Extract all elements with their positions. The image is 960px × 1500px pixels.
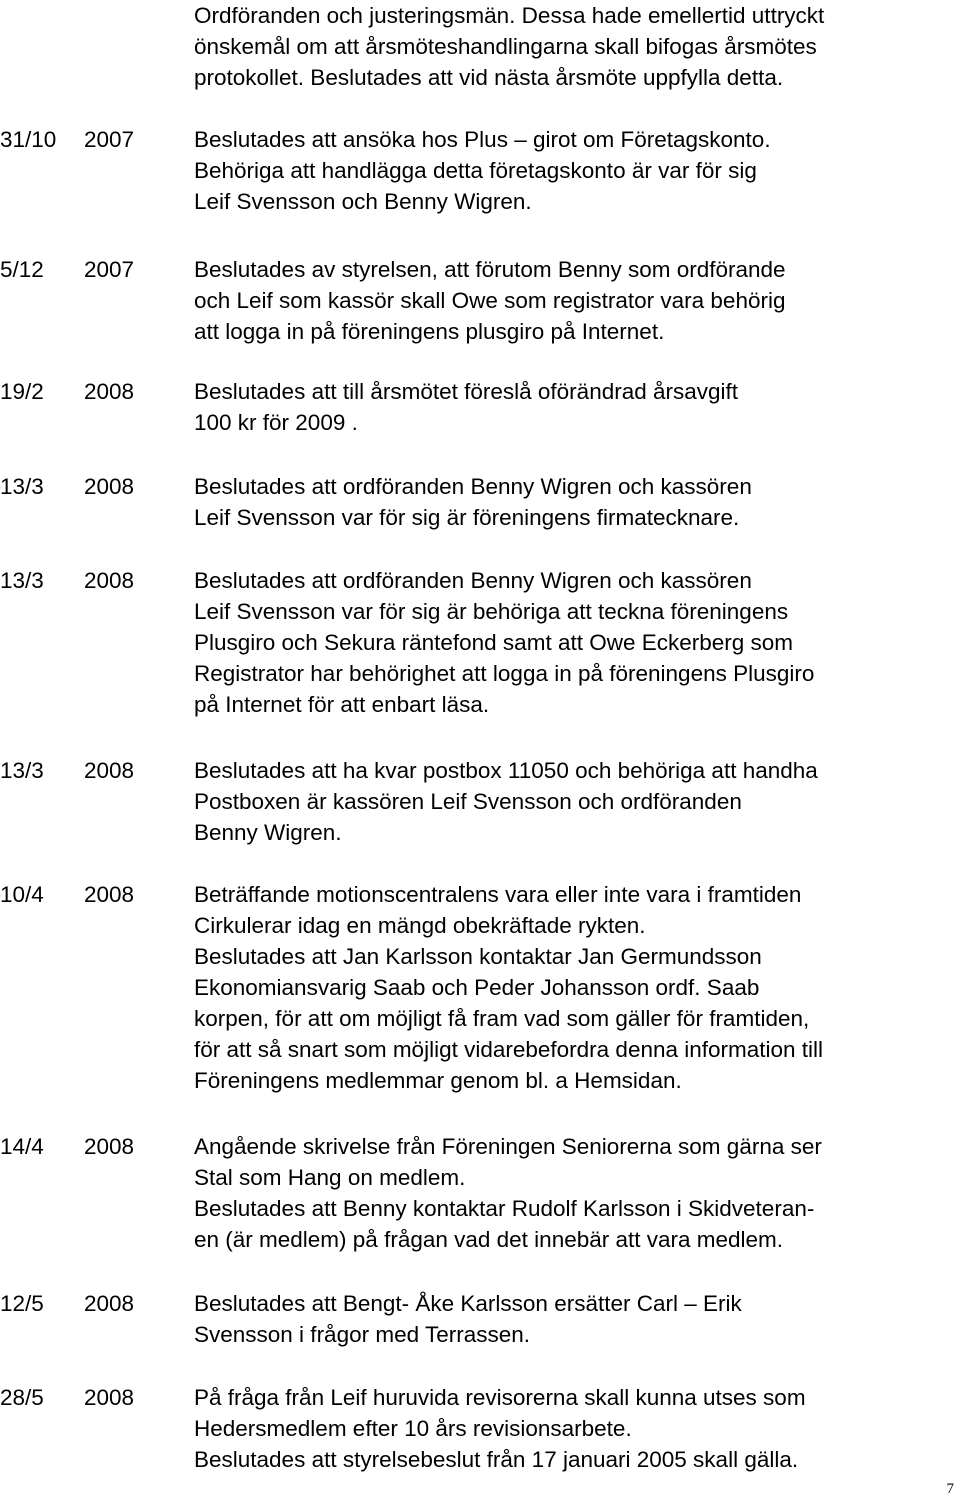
entry-date <box>0 124 190 155</box>
entry-day: 13/3 <box>0 474 44 499</box>
text-line: Beslutades att ha kvar postbox 11050 och behöriga att handha <box>194 758 818 783</box>
page-number: 7 <box>946 1481 954 1497</box>
text-line: Svensson i frågor med Terrassen. <box>194 1322 530 1347</box>
entry-text <box>194 471 954 533</box>
entry-year: 2008 <box>84 882 135 907</box>
text-line: Angående skrivelse från Föreningen Seniorerna som gärna ser <box>194 1134 822 1159</box>
entry-text <box>194 755 954 848</box>
text-line: Leif Svensson var för sig är föreningens firmatecknare. <box>194 505 740 530</box>
text-line: Plusgiro och Sekura räntefond samt att Owe Eckerberg som <box>194 630 794 655</box>
entry-day: 5/12 <box>0 257 44 282</box>
entry-day: 13/3 <box>0 568 44 593</box>
text-line: Beträffande motionscentralens vara eller inte vara i framtiden <box>194 882 802 907</box>
entry-date <box>0 1131 190 1162</box>
text-line: Beslutades att Bengt- Åke Karlsson ersätter Carl – Erik <box>194 1291 742 1316</box>
entry-text <box>194 254 954 347</box>
entry-year: 2008 <box>84 568 135 593</box>
entry-year: 2008 <box>84 1385 135 1410</box>
text-line: Behöriga att handlägga detta företagskonto är var för sig <box>194 158 757 183</box>
text-line: för att så snart som möjligt vidarebefordra denna information till <box>194 1037 824 1062</box>
text-line: en (är medlem) på frågan vad det innebär att vara medlem. <box>194 1227 784 1252</box>
text-line: Leif Svensson och Benny Wigren. <box>194 189 532 214</box>
text-line: Beslutades att ordföranden Benny Wigren och kassören <box>194 568 752 593</box>
entry-date <box>0 565 190 596</box>
entry-date <box>0 1382 190 1413</box>
text-line: Postboxen är kassören Leif Svensson och ordföranden <box>194 789 742 814</box>
entry-date <box>0 879 190 910</box>
entry-day: 14/4 <box>0 1134 44 1159</box>
text-line: Beslutades att ansöka hos Plus – girot om Företagskonto. <box>194 127 771 152</box>
text-line: Ordföranden och justeringsmän. Dessa hade emellertid uttryckt <box>194 3 825 28</box>
entry-day: 19/2 <box>0 379 44 404</box>
text-line: korpen, för att om möjligt få fram vad som gäller för framtiden, <box>194 1006 810 1031</box>
entry-day: 13/3 <box>0 758 44 783</box>
text-line: Beslutades att Jan Karlsson kontaktar Jan Germundsson <box>194 944 762 969</box>
entry-text <box>194 1288 954 1350</box>
entry-text <box>194 376 954 438</box>
text-line: Ekonomiansvarig Saab och Peder Johansson ordf. Saab <box>194 975 760 1000</box>
text-line: Benny Wigren. <box>194 820 342 845</box>
entry-day: 28/5 <box>0 1385 44 1410</box>
text-line: Cirkulerar idag en mängd obekräftade rykten. <box>194 913 646 938</box>
entry-year: 2007 <box>84 127 135 152</box>
entry-year: 2008 <box>84 1134 135 1159</box>
text-line: Leif Svensson var för sig är behöriga att teckna föreningens <box>194 599 789 624</box>
text-line: Hedersmedlem efter 10 års revisionsarbete. <box>194 1416 632 1441</box>
text-line: Beslutades att Benny kontaktar Rudolf Karlsson i Skidveteran- <box>194 1196 815 1221</box>
text-line: protokollet. Beslutades att vid nästa årsmöte uppfylla detta. <box>194 65 784 90</box>
entry-text <box>194 124 954 217</box>
entry-day: 12/5 <box>0 1291 44 1316</box>
text-line: På fråga från Leif huruvida revisorerna skall kunna utses som <box>194 1385 806 1410</box>
entry-date <box>0 755 190 786</box>
text-line: Föreningens medlemmar genom bl. a Hemsidan. <box>194 1068 682 1093</box>
text-line: Beslutades att ordföranden Benny Wigren och kassören <box>194 474 752 499</box>
text-line: Beslutades att styrelsebeslut från 17 januari 2005 skall gälla. <box>194 1447 799 1472</box>
entry-date <box>0 1288 190 1319</box>
text-line: och Leif som kassör skall Owe som registrator vara behörig <box>194 288 786 313</box>
entry-text <box>194 1131 954 1255</box>
text-line: önskemål om att årsmöteshandlingarna skall bifogas årsmötes <box>194 34 817 59</box>
entry-year: 2007 <box>84 257 135 282</box>
entry-date <box>0 471 190 502</box>
entry-text <box>194 1382 954 1475</box>
text-line: Stal som Hang on medlem. <box>194 1165 466 1190</box>
entry-date <box>0 376 190 407</box>
text-line: Registrator har behörighet att logga in på föreningens Plusgiro <box>194 661 815 686</box>
text-line: på Internet för att enbart läsa. <box>194 692 490 717</box>
entry-year: 2008 <box>84 1291 135 1316</box>
text-line: att logga in på föreningens plusgiro på Internet. <box>194 319 665 344</box>
entry-year: 2008 <box>84 758 135 783</box>
entry-date <box>0 254 190 285</box>
intro-paragraph <box>194 0 954 93</box>
text-line: 100 kr för 2009 . <box>194 410 358 435</box>
text-line: Beslutades att till årsmötet föreslå oförändrad årsavgift <box>194 379 739 404</box>
text-line: Beslutades av styrelsen, att förutom Benny som ordförande <box>194 257 786 282</box>
entry-text <box>194 565 954 720</box>
entry-day: 10/4 <box>0 882 44 907</box>
entry-year: 2008 <box>84 379 135 404</box>
entry-year: 2008 <box>84 474 135 499</box>
entry-text <box>194 879 954 1096</box>
entry-day: 31/10 <box>0 127 57 152</box>
